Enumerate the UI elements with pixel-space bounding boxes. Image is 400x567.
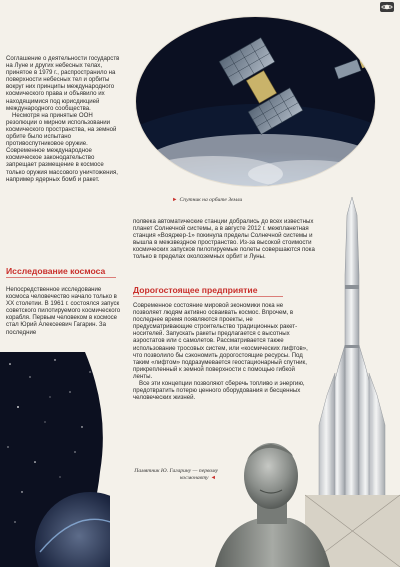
section-text-expensive xyxy=(133,302,311,401)
planet-icon xyxy=(380,2,394,12)
middle-paragraph: полвека автоматические станции добрались до всех известных планет Солнечной системы, а в августе 2012 г. межпланетная станция «Вояджер-1» покинула пределы Солнечной системы и вышла в межзвездное пространство. Из-за высокой стоимости космических запусков пилотируемые полеты совершаются пока только в пределах околоземных орбит и Луны. xyxy=(133,218,315,261)
section-text-exploration: Непосредственное исследование космоса человечество начало только в XX столетии. В 1961 г. состоялся запуск советского пилотируемого космического корабля. Первым человеком в космосе стал Юрий Алексеевич Гагарин. За последние xyxy=(6,286,121,336)
caption-marker-icon: ◄ xyxy=(210,475,216,481)
intro-paragraph: Несмотря на принятые ООН резолюции о мирном использовании космического пространства, на земной орбите было испытано противоспутниковое оружие. Современное международное космическое законодательство запрещает размещение в космосе только оружия массового уничтожения, например ядерных бомб и ракет. xyxy=(6,111,118,183)
section2-paragraph: Все эти концепции позволяют сберечь топливо и энергию, предотвратить потерю ценного оборудования и бесценных человеческих жизней. xyxy=(133,380,305,402)
satellite-caption xyxy=(172,197,242,203)
intro-paragraph: Соглашение о деятельности государств на Луне и других небесных телах, принятое в 1979 г., распространило на поверхности небесных тел и орбиты вокруг них принципы международного космического права и объявило их находящимися под юрисдикцией международного сообщества. xyxy=(6,55,120,112)
section-title-expensive: Дорогостоящее предприятие xyxy=(133,285,283,297)
space-corner-image xyxy=(0,352,110,567)
gagarin-monument-image xyxy=(205,430,335,567)
section2-paragraph: Современное состояние мировой экономики пока не позволяет людям активно осваивать космос. Впрочем, в последнее время появляются проекты, не предусматривающие строительство традиционных ракет-носителей. Запускать ракеты предлагается с высотных аэростатов или с самолетов. Рассматривается также использование тросовых систем, или «космических лифтов», что позволило бы сэкономить дорогостоящие ресурсы. Под таким «лифтом» подразумевается геостационарный спутник, прикрепленный к земной поверхности с помощью гибкой ленты. xyxy=(133,302,308,380)
monument-caption-text: Памятник Ю. Гагарину — первому космонавту xyxy=(134,468,218,481)
section-title-exploration: Исследование космоса xyxy=(6,266,116,278)
intro-column xyxy=(6,55,122,183)
satellite-image xyxy=(133,14,378,189)
monument-caption xyxy=(118,468,218,482)
satellite-caption-text: Спутник на орбите Земли xyxy=(179,197,243,203)
caption-marker-icon: ► xyxy=(172,197,178,203)
